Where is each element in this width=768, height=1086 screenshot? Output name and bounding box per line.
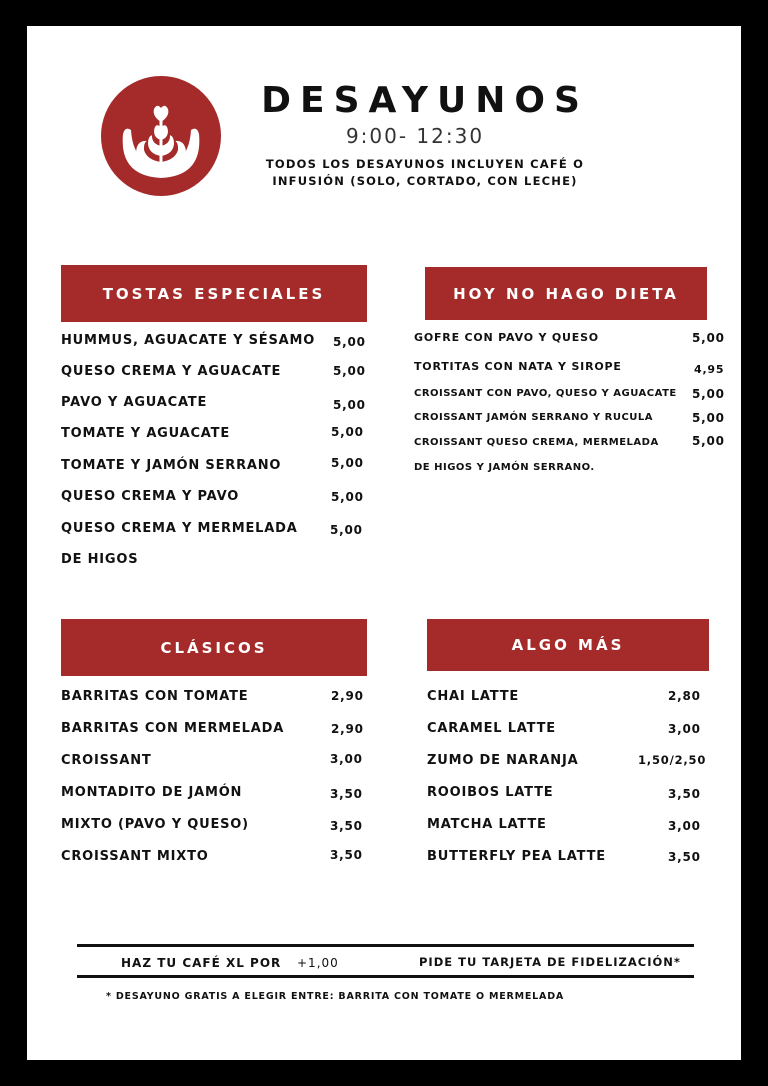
- menu-item-price: 3,00: [668, 722, 701, 736]
- menu-item-price: 5,00: [330, 523, 363, 537]
- menu-item-price: 4,95: [694, 363, 725, 376]
- menu-item-name: TORTITAS CON NATA Y SIROPE: [414, 360, 622, 373]
- menu-item-name: MONTADITO DE JAMÓN: [61, 785, 243, 800]
- menu-item-price: 2,90: [331, 689, 364, 703]
- menu-item-name-continued: DE HIGOS Y JAMÓN SERRANO.: [414, 462, 595, 473]
- opening-hours: 9:00- 12:30: [345, 124, 485, 148]
- menu-item-name: BUTTERFLY PEA LATTE: [427, 849, 606, 864]
- includes-note-line: TODOS LOS DESAYUNOS INCLUYEN CAFÉ O: [265, 157, 585, 171]
- section-header-algo-mas: ALGO MÁS: [427, 619, 709, 671]
- xl-coffee-offer: HAZ TU CAFÉ XL POR: [121, 956, 282, 970]
- menu-item-price: 3,50: [668, 787, 701, 801]
- menu-item-name: TOMATE Y AGUACATE: [61, 426, 231, 441]
- menu-item-name: GOFRE CON PAVO Y QUESO: [414, 331, 599, 344]
- section-header-tostas: TOSTAS ESPECIALES: [61, 265, 367, 322]
- menu-item-price: 3,50: [330, 787, 363, 801]
- menu-item-name: ROOIBOS LATTE: [427, 785, 554, 800]
- menu-item-name: QUESO CREMA Y PAVO: [61, 489, 240, 504]
- page-title: DESAYUNOS: [261, 80, 589, 121]
- menu-item-price: 5,00: [331, 425, 364, 439]
- menu-item-name: TOMATE Y JAMÓN SERRANO: [61, 458, 282, 473]
- menu-item-name: ZUMO DE NARANJA: [427, 753, 579, 768]
- includes-note: [255, 156, 595, 190]
- menu-item-price: 5,00: [692, 331, 725, 345]
- menu-item-name: CARAMEL LATTE: [427, 721, 556, 736]
- menu-item-price: 5,00: [331, 490, 364, 504]
- menu-item-price: 3,00: [668, 819, 701, 833]
- section-header-dieta: HOY NO HAGO DIETA: [425, 267, 707, 320]
- menu-item-price: 3,50: [668, 850, 701, 864]
- menu-item-name: MATCHA LATTE: [427, 817, 547, 832]
- menu-item-name: MIXTO (PAVO Y QUESO): [61, 817, 249, 832]
- menu-item-name: PAVO Y AGUACATE: [61, 395, 208, 410]
- footnote: * DESAYUNO GRATIS A ELEGIR ENTRE: BARRITA CON TOMATE O MERMELADA: [106, 991, 565, 1002]
- includes-note-line: INFUSIÓN (SOLO, CORTADO, CON LECHE): [272, 174, 578, 188]
- menu-item-price: 1,50/2,50: [638, 753, 707, 767]
- menu-item-price: 5,00: [333, 335, 366, 349]
- menu-item-name: QUESO CREMA Y AGUACATE: [61, 364, 282, 379]
- xl-coffee-price: +1,00: [297, 956, 339, 970]
- menu-item-name: CROISSANT MIXTO: [61, 849, 209, 864]
- menu-item-name: CROISSANT: [61, 753, 152, 768]
- menu-item-name: CROISSANT CON PAVO, QUESO Y AGUACATE: [414, 388, 677, 399]
- menu-item-price: 3,50: [330, 848, 363, 862]
- menu-item-price: 5,00: [333, 398, 366, 412]
- footer-bottom-rule: [77, 975, 694, 978]
- menu-item-price: 5,00: [692, 434, 725, 448]
- latte-art-heart-icon: [101, 76, 221, 196]
- menu-item-price: 3,50: [330, 819, 363, 833]
- menu-item-price: 5,00: [333, 364, 366, 378]
- menu-item-name: QUESO CREMA Y MERMELADA: [61, 521, 298, 536]
- menu-item-price: 2,80: [668, 689, 701, 703]
- menu-item-price: 5,00: [331, 456, 364, 470]
- footer-top-rule: [77, 944, 694, 947]
- menu-item-name: BARRITAS CON MERMELADA: [61, 721, 285, 736]
- menu-item-price: 2,90: [331, 722, 364, 736]
- menu-item-name: CROISSANT QUESO CREMA, MERMELADA: [414, 437, 659, 448]
- menu-item-name: CHAI LATTE: [427, 689, 520, 704]
- menu-item-price: 3,00: [330, 752, 363, 766]
- menu-item-name: CROISSANT JAMÓN SERRANO Y RUCULA: [414, 412, 654, 423]
- menu-item-name-continued: DE HIGOS: [61, 552, 139, 567]
- menu-item-name: HUMMUS, AGUACATE Y SÉSAMO: [61, 333, 316, 348]
- loyalty-card-note: PIDE TU TARJETA DE FIDELIZACIÓN*: [419, 955, 681, 969]
- section-header-clasicos: CLÁSICOS: [61, 619, 367, 676]
- menu-item-price: 5,00: [692, 387, 725, 401]
- menu-item-price: 5,00: [692, 411, 725, 425]
- menu-item-name: BARRITAS CON TOMATE: [61, 689, 249, 704]
